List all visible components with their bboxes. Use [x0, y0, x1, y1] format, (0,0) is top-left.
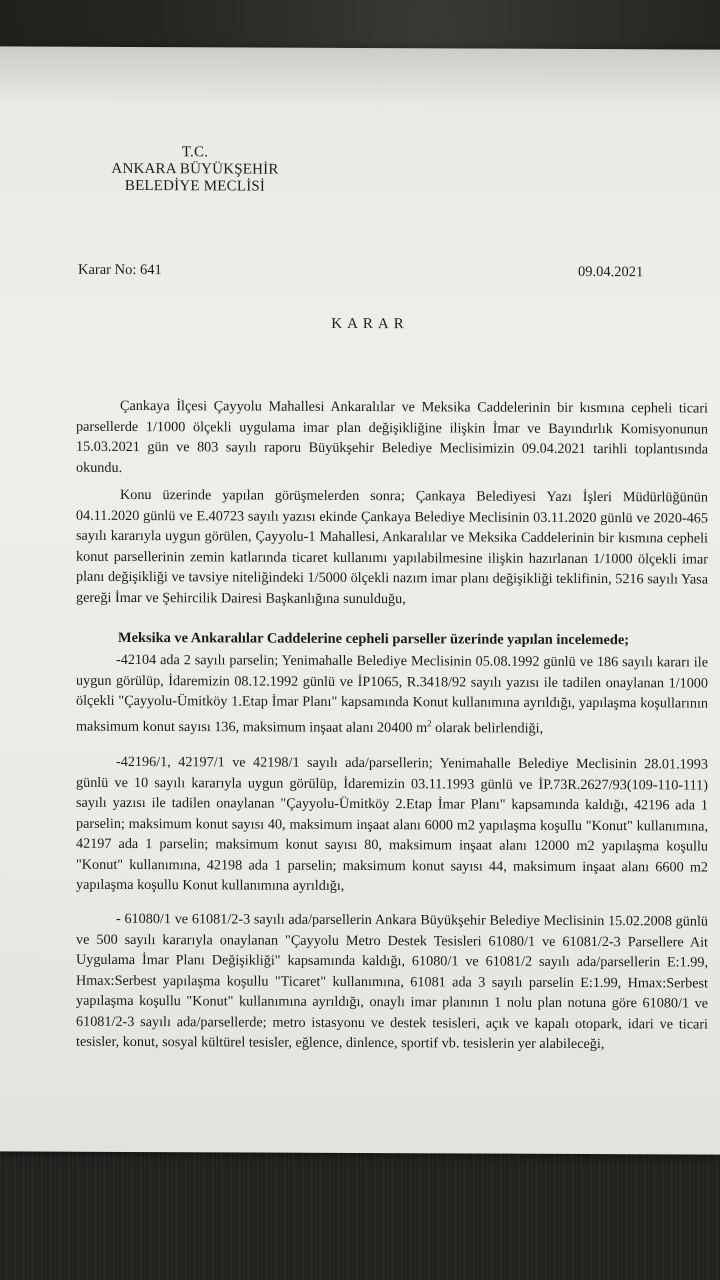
paragraph-intro: Çankaya İlçesi Çayyolu Mahallesi Ankaralılar ve Meksika Caddelerinin bir kısmına cepheli ticari parsellerde 1/1000 ölçekli uygulama imar plan değişikliğine ilişkin İmar ve Bayındırlık Komisyonunun 15.03.2021 gün ve 803 sayılı raporu Büyükşehir Belediye Meclisimizin 09.04.2021 tarihli toplantısında okundu.	[76, 397, 708, 476]
paragraph-parcel-42104	[76, 650, 708, 739]
desk-surface	[0, 1140, 720, 1280]
header-line-ankara: ANKARA BÜYÜKŞEHİR	[111, 160, 279, 178]
paper-shadow	[0, 46, 720, 109]
paragraph-parcel-61080: - 61080/1 ve 61081/2-3 sayılı ada/parsellerin Ankara Büyükşehir Belediye Meclisinin 15.02.2008 günlü ve 500 sayılı kararıyla onaylanan "Çayyolu Metro Destek Tesisleri 61080/1 ve 61081/2-3 Parsellere Ait Uygulama İmar Planı Değişikliği" kapsamında kaldığı, 61080/1 ve 61081/2 sayılı ada/parsellerin E:1.99, Hmax:Serbest yapılaşma koşullu "Ticaret" kullanımına, 61081 ada 3 sayılı parselin E:1.99, Hmax:Serbest yapılaşma koşullu "Konut" kullanımına ayrıldığı, onaylı imar planının 1 nolu plan notuna göre 61080/1 ve 61081/2-3 sayılı ada/parsellerde; metro istasyonu ve destek tesisleri, açık ve kapalı otopark, idari ve ticari tesisler, konut, sosyal kültürel tesisler, eğlence, dinlence, sportif vb. tesislerin yer alabileceği,	[76, 910, 708, 1053]
decision-number: Karar No: 641	[78, 261, 162, 279]
institution-header	[70, 144, 320, 196]
section-heading: Meksika ve Ankaralılar Caddelerine cepheli parseller üzerinde yapılan incelemede;	[118, 629, 630, 649]
parcel-42104-text: -42104 ada 2 sayılı parselin; Yenimahalle Belediye Meclisinin 05.08.1992 günlü ve 186 sayılı kararı ile uygun görülüp, İdaremizin 08.12.1992 günlü ve İP1065, R.3418/92 sayılı yazısı ile tadilen onaylanan 1/1000 ölçekli "Çayyolu-Ümitköy 1.Etap İmar Planı" kapsamında Konut kullanımına ayrıldığı, yapılaşma koşullarının maksimum konut sayısı 136, maksimum inşaat alanı 20400 m	[76, 651, 708, 736]
decision-date: 09.04.2021	[578, 263, 644, 281]
header-line-meclis: BELEDİYE MECLİSİ	[124, 177, 266, 195]
paragraph-discussion: Konu üzerinde yapılan görüşmelerden sonra; Çankaya Belediyesi Yazı İşleri Müdürlüğünün 04.11.2020 günlü ve E.40723 sayılı yazısı ekinde Çankaya Belediye Meclisinin 03.11.2020 günlü ve 2020-465 sayılı kararıyla uygun görülen, Çayyolu-1 Mahallesi, Ankaralılar ve Meksika Caddelerinin bir kısmına cepheli konut parsellerinin zemin katlarında ticaret kullanımı yapılabilmesine ilişkin hazırlanan 1/1000 ölçekli imar planı değişikliği ve tavsiye niteliğindeki 1/5000 ölçekli nazım imar planı değişikliği teklifinin, 5216 sayılı Yasa gereği İmar ve Şehircilik Dairesi Başkanlığına sunulduğu,	[76, 486, 708, 607]
document-page	[0, 46, 720, 1154]
paragraph-parcel-42196: -42196/1, 42197/1 ve 42198/1 sayılı ada/parsellerin; Yenimahalle Belediye Meclisinin 28.01.1993 günlü ve 10 sayılı kararıyla uygun görülüp, İdaremizin 03.11.1993 günlü ve İP.73R.2627/93(109-110-111) sayılı yazısı ile tadilen onaylanan "Çayyolu-Ümitköy 2.Etap İmar Planı" kapsamında kaldığı, 42196 ada 1 parselin; maksimum konut sayısı 40, maksimum inşaat alanı 6000 m2 yapılaşma koşullu "Konut" kullanımına, 42197 ada 1 parselin; maksimum konut sayısı 80, maksimum inşaat alanı 12000 m2 yapılaşma koşullu "Konut" kullanımına, 42198 ada 1 parselin; maksimum konut sayısı 44, maksimum inşaat alanı 6600 m2 yapılaşma koşullu Konut kullanımına ayrıldığı,	[76, 753, 708, 894]
document-title: KARAR	[331, 315, 409, 333]
parcel-42104-text-end: olarak belirlendiği,	[431, 719, 544, 737]
header-line-tc: T.C.	[181, 144, 209, 161]
superscript-2: 2	[427, 717, 432, 728]
